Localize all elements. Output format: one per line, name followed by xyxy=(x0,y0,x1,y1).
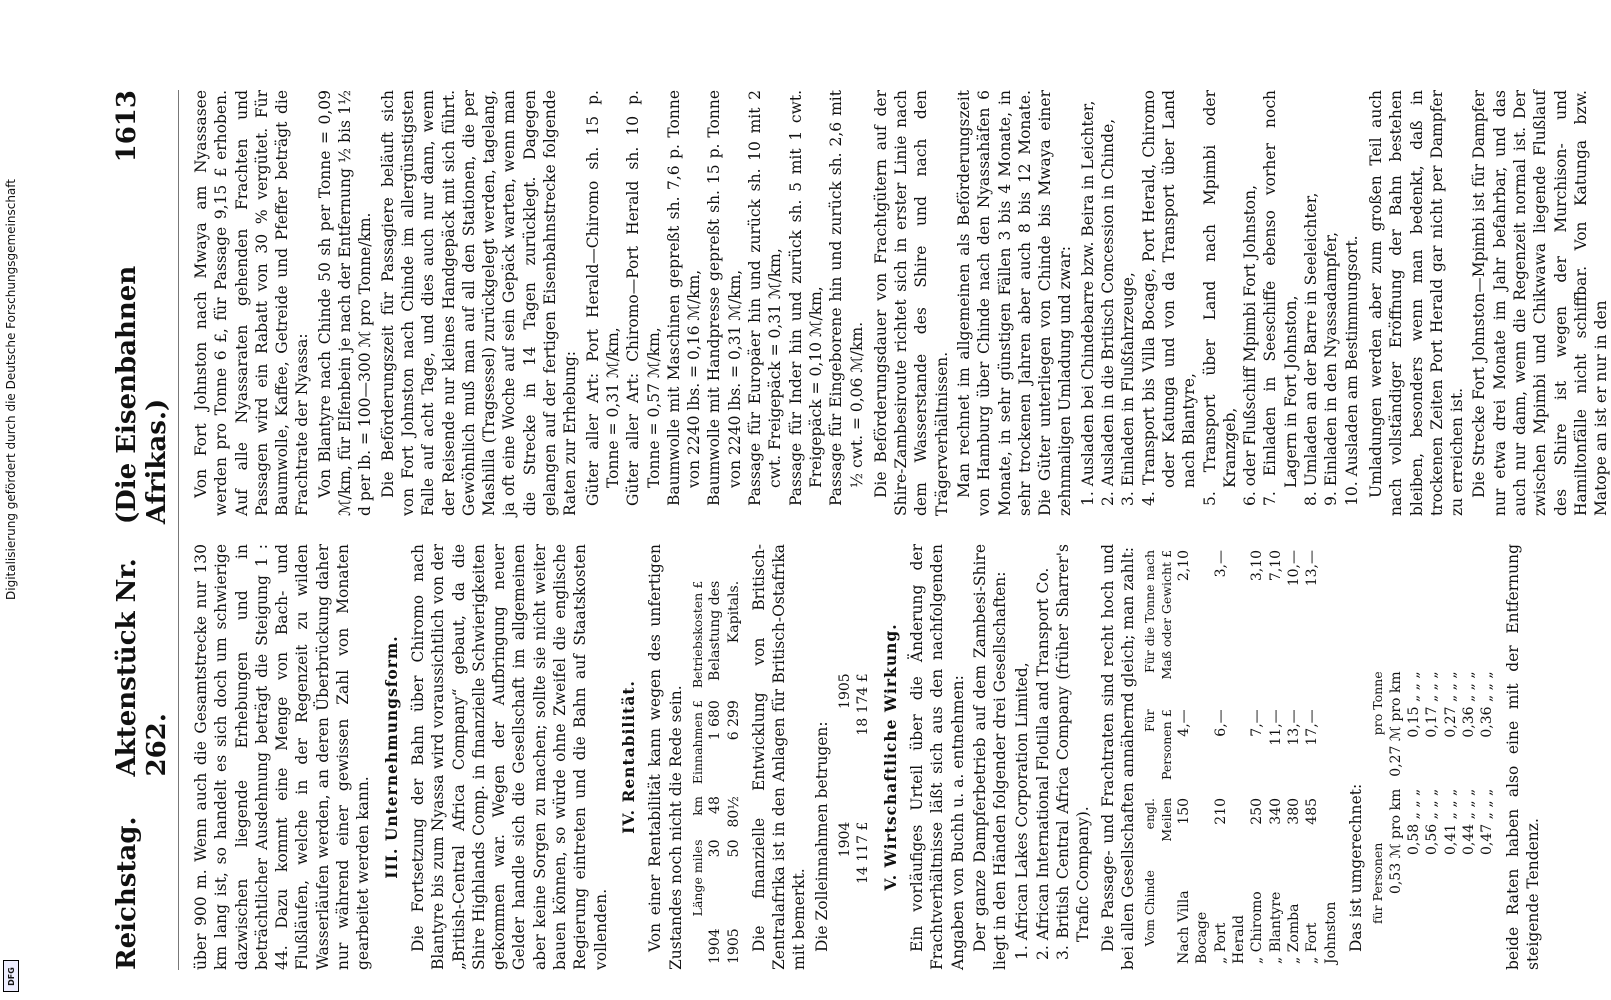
table-header: km xyxy=(689,796,705,816)
digitization-note: Digitalisierung gefördert durch die Deutsche Forschungsgemeinschaft xyxy=(4,178,18,600)
table-cell: 0,53 ℳ pro km xyxy=(1387,788,1404,895)
list-item: 10. Ausladen am Bestimmungsort. xyxy=(1342,235,1361,506)
table-cell: „ Zomba xyxy=(1285,903,1302,964)
revenue-table xyxy=(690,575,743,970)
paragraph: Die Beförderungsdauer von Frachtgütern auf der Shire-Zambesiroute richtet sich in erster Linie nach dem Wasserstande des Shire und nach den Trägerverhältnissen. xyxy=(871,90,951,516)
paragraph: Die Strecke Fort Johnston—Mpimbi ist für Dampfer nur etwa drei Monate im Jahr befahrbar, und das auch nur dann, wenn die Regenzeit normal ist. Der zwischen Mpimbi und Chikwawa liegende Flußlauf des Shire ist wegen der Murchison- und Hamiltonfälle nicht schiffbar. Von Katunga bzw. Matope an ist er nur in den xyxy=(1470,90,1611,516)
table-cell: 0,27 ℳ pro km xyxy=(1387,671,1404,777)
table-cell: 0,41 „ „ „ xyxy=(1442,788,1459,855)
list-item: Passage für Inder hin und zurück sh. 5 mit 1 cwt. Freigepäck = 0,10 ℳ/km, xyxy=(786,90,825,506)
paragraph: Die Zolleinnahmen betrugen: xyxy=(812,721,831,952)
table-row xyxy=(1387,665,1405,930)
list-item: 1. Ausladen bei Chindebarre bzw. Beira in Leichter, xyxy=(1078,100,1097,506)
table-cell: 210 xyxy=(1212,797,1229,825)
table-cell: 0,15 „ „ „ xyxy=(1405,671,1422,738)
list-item: 1. African Lakes Corporation Limited, xyxy=(1013,662,1032,960)
table-row xyxy=(1460,665,1478,930)
customs-year: 1905 xyxy=(837,673,854,709)
paragraph: Die Passage- und Frachtraten sind recht hoch und bei allen Gesellschaften annähernd gleich; man zahlt: xyxy=(1098,544,1137,970)
table-cell: 7,10 xyxy=(1267,550,1284,582)
table-cell: 6,— xyxy=(1212,709,1229,737)
header-center-title: Aktenstück Nr. 262. xyxy=(112,558,172,777)
header-right-title: (Die Eisenbahnen Afrikas.) xyxy=(112,265,172,525)
table-cell: 0,47 „ „ „ xyxy=(1479,788,1496,855)
list-item: Güter aller Art: Port Herald—Chiromo sh. 15 p. Tonne = 0,31 ℳ/km, xyxy=(583,90,622,506)
table-row xyxy=(1285,544,1303,970)
table-header: Einnahmen £ xyxy=(689,700,705,785)
table-cell: 0,27 „ „ „ xyxy=(1442,671,1459,738)
customs-value: 18 174 £ xyxy=(855,673,872,736)
table-row xyxy=(706,575,724,970)
table-cell: 485 xyxy=(1304,797,1321,825)
table-header: Betriebskosten £ xyxy=(689,580,705,689)
paragraph: Von Blantyre nach Chinde 50 sh per Tonne = 0,09 ℳ/km, für Elfenbein je nach der Entfernung ½ bis 1½ d per lb. = 100—300 ℳ pro Tonne/km. xyxy=(315,90,375,516)
section-heading-5: V. Wirtschaftliche Wirkung. xyxy=(880,623,900,891)
table-cell: 3,10 xyxy=(1249,550,1266,582)
table-row xyxy=(1303,544,1340,970)
list-item: 2. African International Flotilla and Transport Co. xyxy=(1033,567,1052,960)
column-left xyxy=(191,544,1542,970)
list-item: 8. Umladen an der Barre in Seeleichter, xyxy=(1302,192,1321,506)
list-item: Baumwolle mit Maschinen gepreßt sh. 7,6 p. Tonne von 2240 lbs. = 0,16 ℳ/km, xyxy=(664,90,704,506)
table-cell: 4,— xyxy=(1176,709,1193,737)
table-row xyxy=(1248,544,1266,970)
paragraph: beide Raten haben also eine mit der Entfernung steigende Tendenz. xyxy=(1503,544,1542,970)
list-item: 6. oder Flußschiff Mpimbi Fort Johnston, xyxy=(1241,184,1260,506)
table-row xyxy=(1442,665,1460,930)
table-row xyxy=(1405,665,1423,930)
table-cell: 2,10 xyxy=(1176,550,1193,582)
table-cell: Nach Villa Bocage xyxy=(1176,890,1211,964)
section-heading-4: IV. Rentabilität. xyxy=(618,680,638,834)
table-row xyxy=(1423,665,1441,930)
column-right xyxy=(191,90,1611,516)
list-item: 7. Einladen in Seeschiffe ebenso vorher noch Lagern in Fort Johnston, xyxy=(1261,90,1300,506)
table-header: Vom Chinde xyxy=(1142,870,1158,947)
list-item: 3. Einladen in Flußfahrzeuge, xyxy=(1119,272,1138,506)
table-cell: 50 xyxy=(725,839,742,858)
table-cell: 380 xyxy=(1285,797,1302,825)
table-cell: 6 299 xyxy=(725,700,742,741)
page-header xyxy=(112,90,179,970)
dfg-logo xyxy=(3,960,19,992)
paragraph: über 900 m. Wenn auch die Gesamtstrecke nur 130 km lang ist, so handelt es sich doch um schwierige dazwischen liegende Erhebungen und in beträchtlicher Ausdehnung beträgt die Steigung 1 : 44. Dazu kommt eine Menge von Bach- und Flußläufen, welche in der Regenzeit zu wilden Wasserläufen werden, an deren Überbrückung daher nur während einer gewissen Zahl von Monaten gearbeitet werden kann. xyxy=(192,544,373,970)
table-header: Für die Tonne nach Maß oder Gewicht £ xyxy=(1142,550,1174,680)
table-cell: „ Blantyre xyxy=(1267,891,1284,964)
list-item: Passage für Europäer hin und zurück sh. 10 mit 2 cwt. Freigepäck = 0,31 ℳ/km, xyxy=(746,90,785,506)
fare-table xyxy=(1142,544,1340,970)
table-cell: 0,36 „ „ „ xyxy=(1460,671,1477,738)
table-cell: 48 xyxy=(707,796,724,814)
table-cell: „ Port Herald xyxy=(1212,915,1247,964)
table-header: für Personen xyxy=(1370,842,1386,924)
table-row xyxy=(725,575,743,970)
table-cell: 150 xyxy=(1176,797,1193,825)
table-cell: „ Fort Johnston xyxy=(1304,901,1339,964)
table-cell: 0,58 „ „ „ xyxy=(1405,788,1422,855)
list-item: 9. Einladen in den Nyassadampfer, xyxy=(1322,231,1341,506)
paragraph: Umladungen werden aber zum großen Teil auch nach vollständiger Eröffnung der Bahn bestehen bleiben, besonders wenn man bedenkt, daß in trockenen Zeiten Port Herald gar nicht per Dampfer zu erreichen ist. xyxy=(1366,90,1467,516)
table-cell: 11,— xyxy=(1267,709,1284,746)
table-cell: 1904 xyxy=(707,928,724,964)
company-list xyxy=(1012,544,1093,970)
table-header: pro Tonne xyxy=(1370,671,1386,736)
table-cell: 3,— xyxy=(1212,550,1229,578)
customs-year: 1904 xyxy=(837,821,854,858)
table-cell: 7,— xyxy=(1249,709,1266,737)
paragraph: Das ist umgerechnet: xyxy=(1346,783,1365,952)
table-cell: 10,— xyxy=(1285,550,1302,587)
paragraph: Die finanzielle Entwicklung von Britisch-Zentralafrika ist in den Anlagen für Britisch-Ostafrika mit bemerkt. xyxy=(749,544,809,970)
table-header: engl. Meilen xyxy=(1142,797,1174,842)
table-cell: Kapitals. xyxy=(725,580,742,644)
table-header xyxy=(690,922,706,970)
section-heading-3: III. Unternehmungsform. xyxy=(381,635,401,879)
table-cell: 13,— xyxy=(1304,550,1321,587)
table-cell: 340 xyxy=(1267,797,1284,825)
table-cell: „ Chiromo xyxy=(1249,891,1266,964)
table-cell: 250 xyxy=(1249,797,1266,825)
paragraph: Die Beförderungszeit für Passagiere beläuft sich von Fort Johnston nach Chinde im allergünstigsten Falle auf acht Tage, und dies auch nur dann, wenn der Reisende nur kleines Handgepäck mit sich führt. Gewöhnlich muß man auf all den Stationen, die per Mashilla (Tragsessel) zurückgelegt werden, tagelang, ja oft eine Woche auf sein Gepäck warten, wenn man die Strecke in 14 Tagen zurücklegt. Dagegen gelangen auf der fertigen Eisenbahnstrecke folgende Raten zur Erhebung: xyxy=(378,90,580,516)
table-cell: 0,17 „ „ „ xyxy=(1424,671,1441,738)
table-cell: 30 xyxy=(707,839,724,858)
table-row xyxy=(1478,665,1496,930)
paragraph: Ein vorläufiges Urteil über die Änderung der Frachtverhältnisse läßt sich aus den nachfolgenden Angaben von Buchh u. a. entnehmen: xyxy=(908,544,967,970)
table-header: Für Personen £ xyxy=(1142,709,1174,780)
table-cell: 17,— xyxy=(1304,709,1321,746)
table-cell: 1 680 xyxy=(707,700,724,741)
table-cell: 0,56 „ „ „ xyxy=(1424,788,1441,855)
page-number: 1613 xyxy=(112,90,142,163)
paragraph: Man rechnet im allgemeinen als Beförderungszeit von Hamburg über Chinde nach den Nyassahäfen 6 Monate, in sehr günstigen Fällen 3 bis 4 Monate, in sehr trockenen Jahren aber auch 8 bis 12 Monate. Die Güter unterliegen von Chinde bis Mwaya einer zehnmaligen Umladung und zwar: xyxy=(954,90,1075,516)
per-km-table xyxy=(1370,665,1496,930)
paragraph: Die Fortsetzung der Bahn über Chiromo nach Blantyre bis zum Nyassa wird voraussichtlich von der „British-Central Africa Company“ gebaut, da die Shire Highlands Comp. in finanzielle Schwierigkeiten gekommen war. Wegen der Aufbringung neuer Gelder handle sich die Gesellschaft im allgemeinen aber keine Sorgen zu machen; sollte sie nicht weiter bauen können, so würde ohne Zweifel die englische Regierung eintreten und die Bahn auf Staatskosten vollenden. xyxy=(408,544,610,970)
document-page xyxy=(90,60,1611,1000)
paragraph: Von einer Rentabilität kann wegen des unfertigen Zustandes noch nicht die Rede sein. xyxy=(646,544,685,970)
table-cell: 0,36 „ „ „ xyxy=(1479,671,1496,738)
list-item: Baumwolle mit Handpresse gepreßt sh. 15 p. Tonne von 2240 lbs. = 0,31 ℳ/km, xyxy=(705,90,744,506)
list-item: 2. Ausladen in die Britisch Concession in Chinde, xyxy=(1099,118,1118,506)
table-header: Länge miles xyxy=(689,839,705,917)
list-item: 4. Transport bis Villa Bocage, Port Herald, Chiromo oder Katunga und von da Transport über Land nach Blantyre, xyxy=(1139,90,1199,506)
table-cell: 13,— xyxy=(1285,709,1302,746)
table-cell: 80½ xyxy=(725,796,742,828)
customs-value: 14 117 £ xyxy=(855,821,872,884)
table-row xyxy=(1267,544,1285,970)
rate-list xyxy=(583,90,867,516)
table-row xyxy=(1175,544,1212,970)
paragraph: Der ganze Dampferbetrieb auf dem Zambesi-Shire liegt in den Händen folgender drei Gesellschaften: xyxy=(970,544,1010,970)
table-cell: 1905 xyxy=(725,928,742,964)
table-cell: Belastung des xyxy=(707,580,724,681)
customs-table xyxy=(836,667,873,890)
paragraph: Von Fort Johnston nach Mwaya am Nyassasee werden pro Tonne 6 £, für Passage 9,15 £ erhoben. Auf alle Nyassaraten gehenden Frachten und Passagen wird ein Rabatt von 30 % vergütet. Für Baumwolle, Kaffee, Getreide und Pfeffer beträgt die Frachtrate der Nyassa: xyxy=(192,90,312,516)
list-item: 5. Transport über Land nach Mpimbi oder Kranzgeb, xyxy=(1200,90,1239,506)
list-item: Passage für Eingeborene hin und zurück sh. 2,6 mit ½ cwt. = 0,06 ℳ/km. xyxy=(827,90,866,506)
list-item: Güter aller Art: Chiromo—Port Herald sh. 10 p. Tonne = 0,57 ℳ/km, xyxy=(624,90,663,506)
dfg-logo-text: DFG xyxy=(6,966,16,986)
header-left-title: Reichstag. xyxy=(112,816,142,970)
handling-steps-list xyxy=(1078,90,1362,516)
table-cell: 0,44 „ „ „ xyxy=(1460,788,1477,855)
list-item: 3. British Central Africa Company (früher Sharrer's Trafic Company). xyxy=(1054,544,1093,960)
table-row xyxy=(1212,544,1249,970)
